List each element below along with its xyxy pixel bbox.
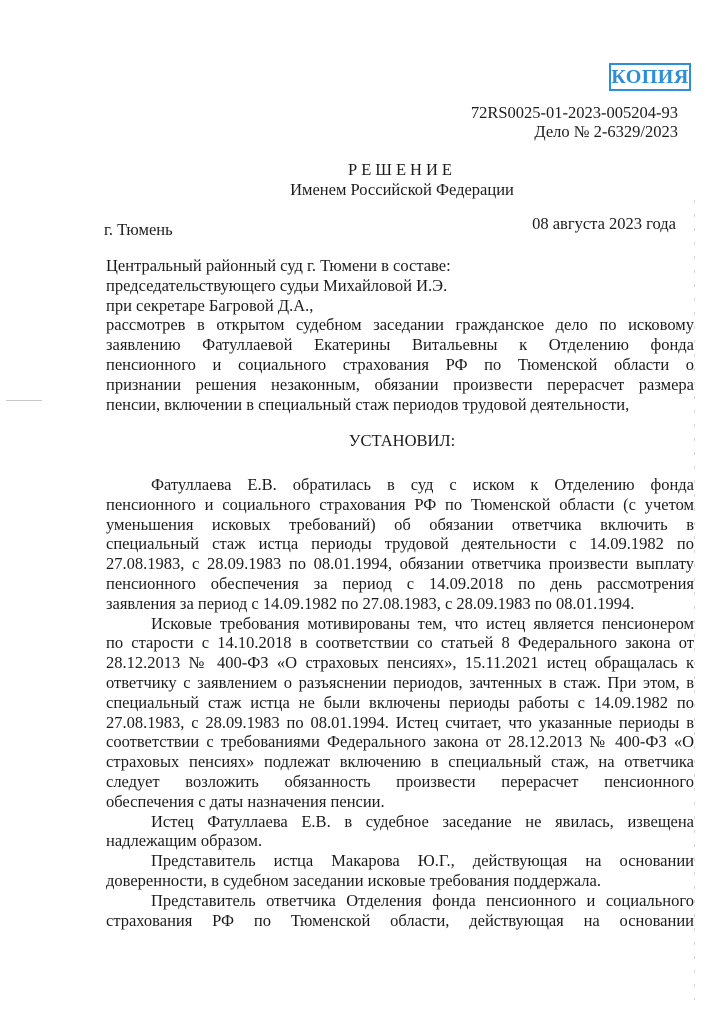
intro-line: признании решения незаконным, обязании произвести перерасчет размера (106, 374, 694, 394)
document-title: РЕШЕНИЕ (348, 160, 456, 179)
paragraph-line: соответствии с требованиями Федерального закона от 28.12.2013 № 400-ФЗ «О (106, 732, 694, 752)
intro-line: пенсионного и социального страхования РФ по Тюменской области о (106, 354, 694, 374)
document-subtitle: Именем Российской Федерации (290, 180, 514, 199)
paragraph-line: пенсионного обеспечения за период с 14.09.2018 по день рассмотрения (106, 573, 694, 593)
city: г. Тюмень (104, 220, 173, 239)
paragraph-claim (106, 475, 694, 614)
intro-line: пенсии, включении в специальный стаж периодов трудовой деятельности, (106, 394, 630, 414)
decision-date: 08 августа 2023 года (532, 214, 676, 233)
paragraph-line: ответчику с заявлением о разъяснении периодов, зачтенных в стаж. При этом, в (106, 672, 694, 692)
paragraph-line: Истец Фатуллаева Е.В. в судебное заседание не явилась, извещена (151, 811, 694, 831)
paragraph-line: 27.08.1983, с 28.09.1983 по 08.01.1994, обязании ответчика произвести выплату (106, 554, 694, 574)
paragraph-defendant-representative (106, 891, 694, 931)
copy-stamp: КОПИЯ (609, 63, 691, 91)
paragraph-line: Представитель ответчика Отделения фонда пенсионного и социального (151, 890, 694, 910)
intro-line: председательствующего судьи Михайловой И.Э. (106, 275, 448, 295)
paragraph-line: Исковые требования мотивированы тем, что истец является пенсионером (151, 613, 694, 633)
paragraph-line: страхования РФ по Тюменской области, действующая на основании (106, 910, 694, 930)
intro-line: Центральный районный суд г. Тюмени в составе: (106, 256, 451, 275)
section-heading: УСТАНОВИЛ: (348, 431, 456, 450)
paragraph-line: следует возложить обязанность произвести перерасчет пенсионного (106, 771, 694, 791)
paragraph-line: специальный стаж истца не были включены периоды работы с 14.09.1982 по (106, 692, 694, 712)
paragraph-line: 27.08.1983, с 28.09.1983 по 08.01.1994. Истец считает, что указанные периоды в (106, 712, 694, 732)
case-number: Дело № 2-6329/2023 (534, 122, 678, 141)
paragraph-plaintiff-absence (106, 812, 694, 852)
intro-line: рассмотрев в открытом судебном заседании гражданское дело по исковому (106, 315, 694, 335)
paragraph-line: доверенности, в судебном заседании исковые требования поддержала. (106, 870, 601, 890)
paragraph-line: специальный стаж истца периоды трудовой деятельности с 14.09.1982 по (106, 534, 694, 554)
paragraph-line: надлежащим образом. (106, 831, 263, 851)
intro-line: заявлению Фатуллаевой Екатерины Витальевны к Отделению фонда (106, 335, 694, 355)
case-identifier: 72RS0025-01-2023-005204-93 (470, 103, 678, 122)
paragraph-line: заявления за период с 14.09.1982 по 27.08.1983, с 28.09.1983 по 08.01.1994. (106, 593, 635, 613)
paragraph-line: пенсионного и социального страхования РФ по Тюменской области (с учетом (106, 494, 694, 514)
paragraph-line: обеспечения с даты назначения пенсии. (106, 791, 385, 811)
intro-block (106, 256, 694, 414)
intro-line: при секретаре Багровой Д.А., (106, 295, 314, 315)
paragraph-line: Представитель истца Макарова Ю.Г., действующая на основании (151, 851, 694, 871)
scan-edge-artifact (694, 200, 695, 1000)
paragraph-plaintiff-representative (106, 851, 694, 891)
paragraph-line: 28.12.2013 № 400-ФЗ «О страховых пенсиях», 15.11.2021 истец обращалась к (106, 653, 694, 673)
paragraph-line: страховых пенсиях» подлежат включению в специальный стаж, на ответчика (106, 752, 694, 772)
margin-mark (6, 400, 42, 401)
paragraph-motivation (106, 614, 694, 812)
paragraph-line: Фатуллаева Е.В. обратилась в суд с иском к Отделению фонда (151, 475, 694, 494)
body-block (106, 475, 694, 930)
paragraph-line: уменьшения исковых требований) об обязании ответчика включить в (106, 514, 694, 534)
paragraph-line: по старости с 14.10.2018 в соответствии со статьей 8 Федерального закона от (106, 633, 694, 653)
